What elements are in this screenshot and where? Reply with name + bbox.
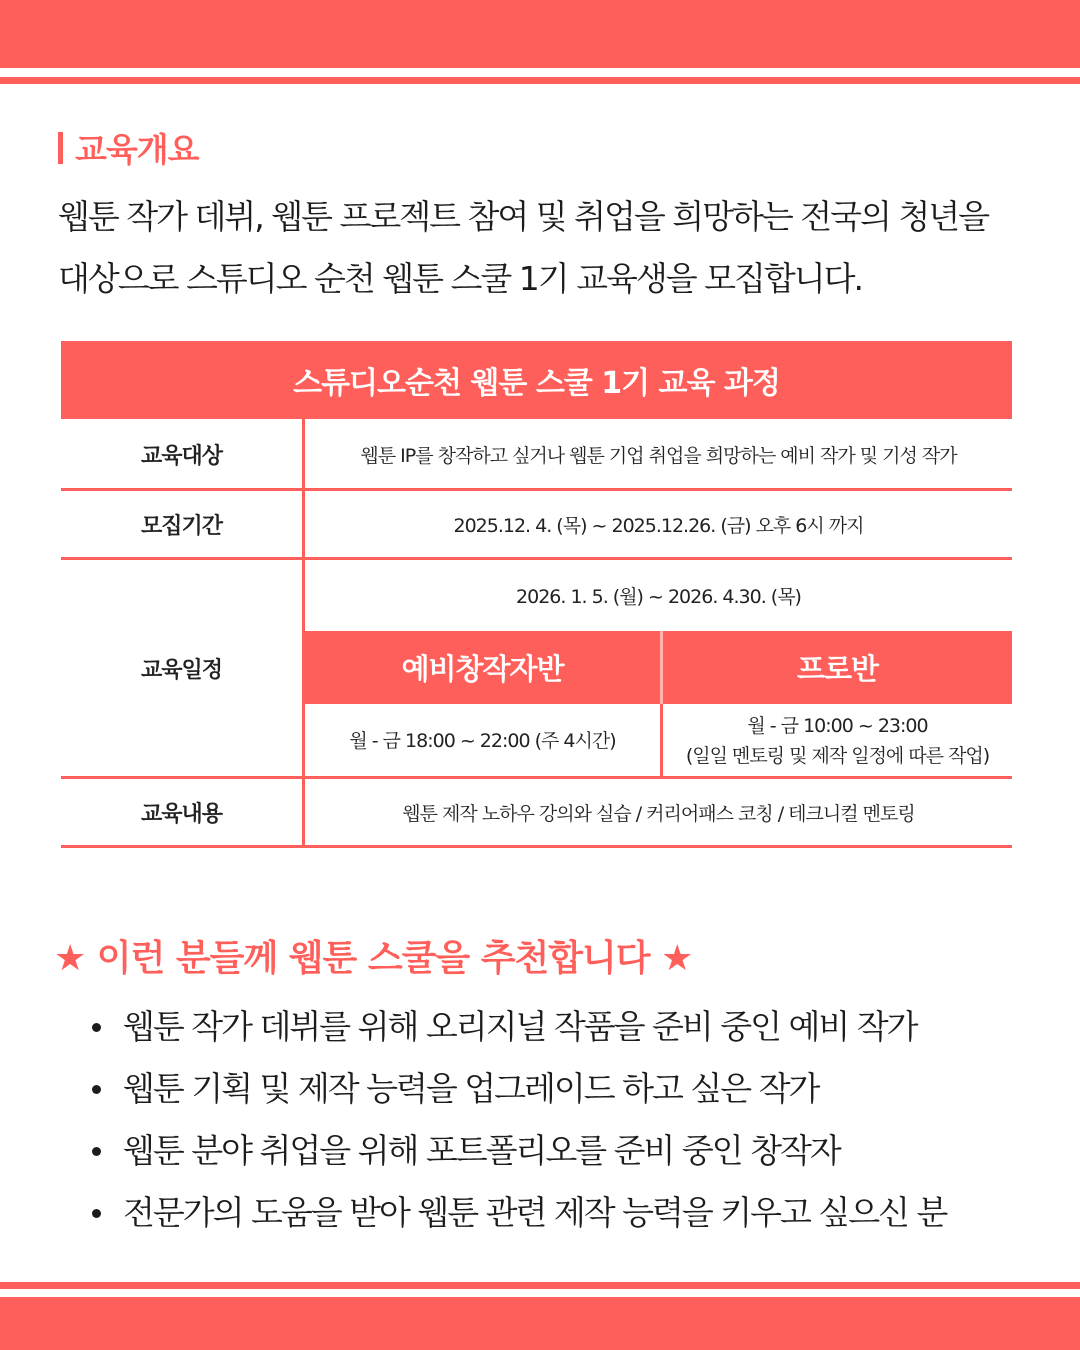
list-item-text: 웹툰 기획 및 제작 능력을 업그레이드 하고 싶은 작가 — [123, 1069, 819, 1108]
list-item-text: 전문가의 도움을 받아 웹툰 관련 제작 능력을 키우고 싶으신 분 — [123, 1193, 947, 1232]
title-bar-accent — [58, 132, 63, 164]
intro-text — [58, 186, 1048, 310]
bottom-banner — [0, 1297, 1080, 1350]
row-value-content: 웹툰 제작 노하우 강의와 실습 / 커리어패스 코칭 / 테크니컬 멘토링 — [402, 803, 915, 825]
intro-line-2: 대상으로 스튜디오 순천 웹툰 스쿨 1기 교육생을 모집합니다. — [58, 259, 862, 298]
row-value-schedule: 2026. 1. 5. (월) ~ 2026. 4.30. (목) — [516, 586, 801, 608]
bullet-icon — [92, 1023, 101, 1032]
recommend-list — [92, 996, 946, 1244]
top-banner — [0, 0, 1080, 68]
bullet-icon — [92, 1209, 101, 1218]
table-bottom-border — [61, 845, 1012, 848]
list-item-text: 웹툰 작가 데뷔를 위해 오리지널 작품을 준비 중인 예비 작가 — [123, 1007, 917, 1046]
row-label-recruit: 모집기간 — [140, 514, 222, 539]
row-label-target: 교육대상 — [140, 443, 222, 469]
bullet-icon — [92, 1085, 101, 1094]
top-rule — [0, 77, 1080, 84]
track-header-beginner: 예비창작자반 — [305, 631, 660, 704]
list-item — [92, 1182, 946, 1244]
track-time-pro-line-1: 월 - 금 10:00 ~ 23:00 — [747, 714, 928, 737]
list-item — [92, 996, 946, 1058]
track-time-pro — [663, 704, 1012, 777]
section-title — [58, 124, 199, 171]
list-item — [92, 1120, 946, 1182]
list-item-text: 웹툰 분야 취업을 위해 포트폴리오를 준비 중인 창작자 — [123, 1131, 840, 1170]
track-time-beginner — [305, 704, 660, 777]
bottom-rule — [0, 1282, 1080, 1289]
intro-line-1: 웹툰 작가 데뷔, 웹툰 프로젝트 참여 및 취업을 희망하는 전국의 청년을 — [58, 197, 988, 236]
row-label-content: 교육내용 — [140, 802, 222, 827]
track-time-beginner-line: 월 - 금 18:00 ~ 22:00 (주 4시간) — [349, 729, 616, 752]
recommend-title: ★ 이런 분들께 웹툰 스쿨을 추천합니다 ★ — [54, 938, 693, 979]
list-item — [92, 1058, 946, 1120]
course-table-title: 스튜디오순천 웹툰 스쿨 1기 교육 과정 — [61, 341, 1012, 419]
row-value-target: 웹툰 IP를 창작하고 싶거나 웹툰 기업 취업을 희망하는 예비 작가 및 기성 작가 — [360, 444, 957, 467]
track-time-pro-line-2: (일일 멘토링 및 제작 일정에 따른 작업) — [685, 744, 990, 767]
bullet-icon — [92, 1147, 101, 1156]
row-value-recruit: 2025.12. 4. (목) ~ 2025.12.26. (금) 오후 6시 까지 — [453, 515, 864, 537]
row-label-schedule: 교육일정 — [140, 657, 222, 683]
track-header-pro: 프로반 — [663, 631, 1012, 704]
section-title-text: 교육개요 — [75, 130, 199, 169]
